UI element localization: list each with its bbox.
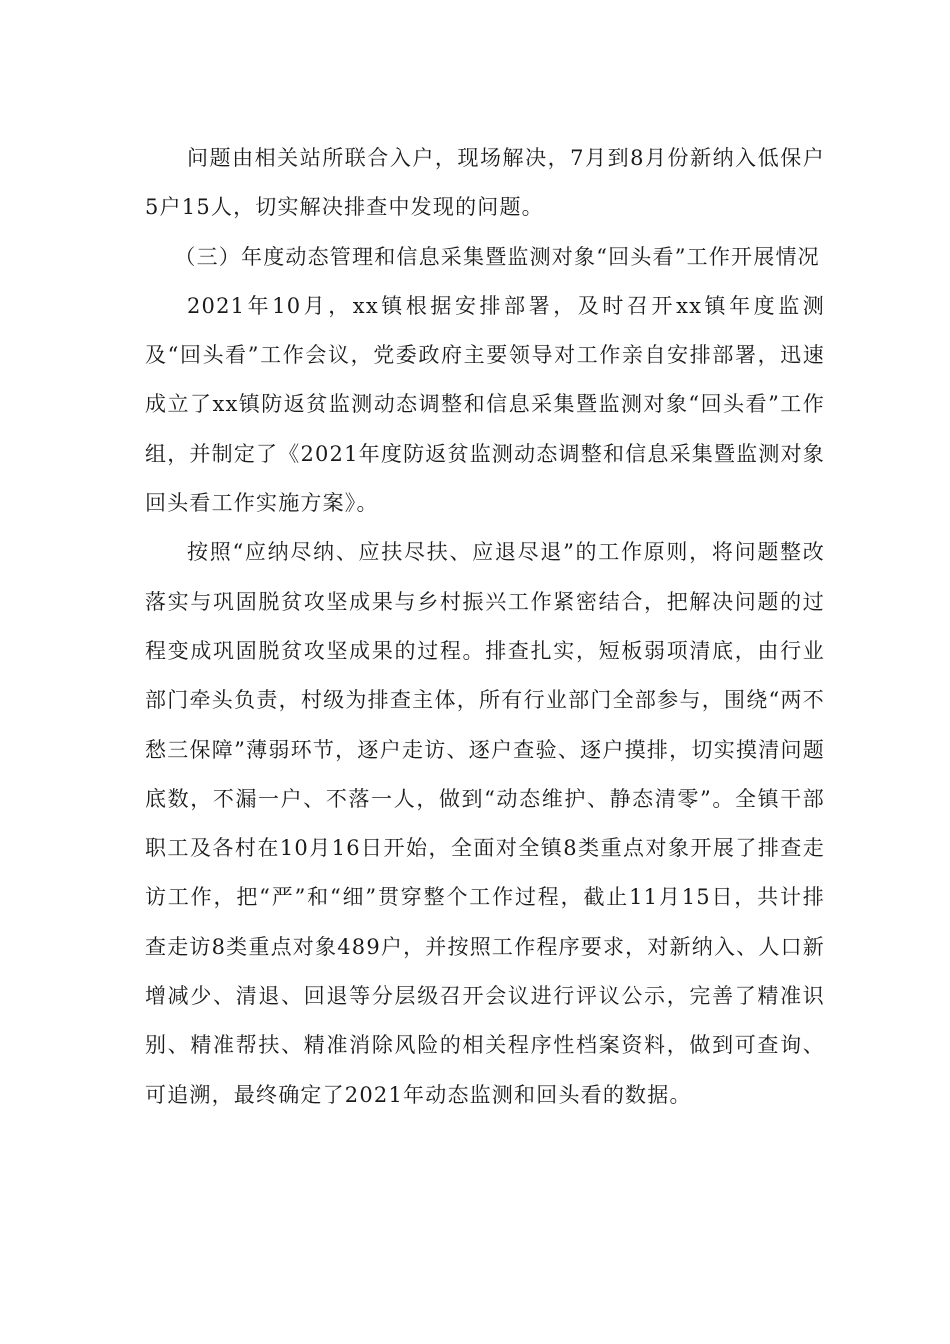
- section-heading: （三）年度动态管理和信息采集暨监测对象“回头看”工作开展情况: [174, 244, 820, 269]
- document-body: [145, 134, 825, 1120]
- paragraph-principles: 按照“应纳尽纳、应扶尽扶、应退尽退”的工作原则，将问题整改落实与巩固脱贫攻坚成果与乡村振兴工作紧密结合，把解决问题的过程变成巩固脱贫攻坚成果的过程。排查扎实，短板弱项清底，由行业部门牵头负责，村级为排查主体，所有行业部门全部参与，围绕“两不愁三保障”薄弱环节，逐户走访、逐户查验、逐户摸排，切实摸清问题底数，不漏一户、不落一人，做到“动态维护、静态清零”。全镇干部职工及各村在10月16日开始，全面对全镇8类重点对象开展了排查走访工作，把“严”和“细”贯穿整个工作过程，截止11月15日，共计排查走访8类重点对象489户，并按照工作程序要求，对新纳入、人口新增减少、清退、回退等分层级召开会议进行评议公示，完善了精准识别、精准帮扶、精准消除风险的相关程序性档案资料，做到可查询、可追溯，最终确定了2021年动态监测和回头看的数据。: [145, 540, 825, 1107]
- paragraph-meeting: 2021年10月，xx镇根据安排部署，及时召开xx镇年度监测及“回头看”工作会议，党委政府主要领导对工作亲自安排部署，迅速成立了xx镇防返贫监测动态调整和信息采集暨监测对象“回头看”工作组，并制定了《2021年度防返贫监测动态调整和信息采集暨监测对象回头看工作实施方案》。: [145, 293, 825, 516]
- paragraph-continuation: 问题由相关站所联合入户，现场解决，7月到8月份新纳入低保户5户15人，切实解决排查中发现的问题。: [145, 146, 825, 220]
